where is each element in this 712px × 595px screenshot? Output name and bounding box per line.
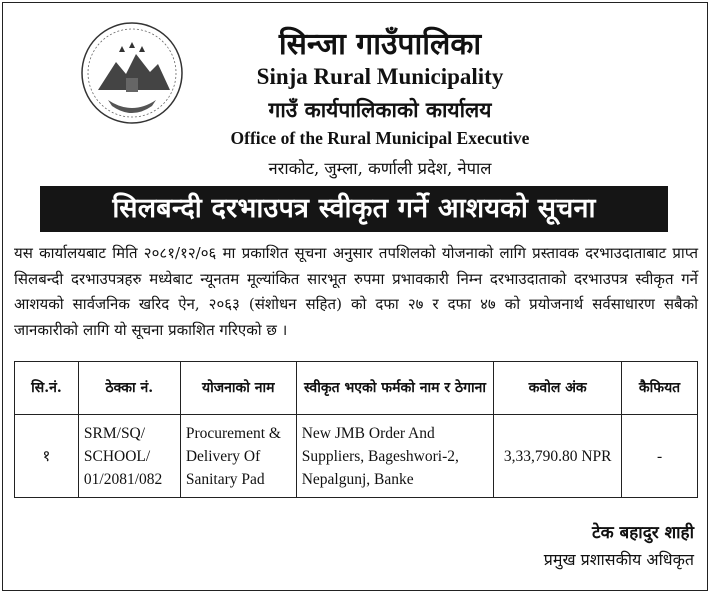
col-header-sn: सि.नं. (15, 362, 79, 415)
office-name-np: गाउँ कार्यपालिकाको कार्यालय (268, 97, 492, 122)
municipality-name-np: सिन्जा गाउँपालिका (278, 27, 482, 62)
cell-contract-no: SRM/SQ/ SCHOOL/ 01/2081/082 (78, 415, 180, 498)
col-header-contract-no: ठेक्का नं. (78, 362, 180, 415)
col-header-remarks: कैफियत (622, 362, 698, 415)
signatory-title: प्रमुख प्रशासकीय अधिकृत (543, 550, 694, 569)
office-name-en: Office of the Rural Municipal Executive (230, 128, 530, 148)
notice-title-banner: सिलबन्दी दरभाउपत्र स्वीकृत गर्ने आशयको सूचना (40, 186, 668, 232)
table-header-row (15, 362, 698, 415)
cell-remarks: - (622, 415, 698, 498)
cell-project: Procurement & Delivery Of Sanitary Pad (180, 415, 296, 498)
cell-firm: New JMB Order And Suppliers, Bageshwori-2, Nepalgunj, Banke (296, 415, 494, 498)
office-address: नराकोट, जुम्ला, कर्णाली प्रदेश, नेपाल (268, 159, 492, 178)
col-header-bid-amount: कवोल अंक (494, 362, 622, 415)
nepal-emblem-icon (78, 20, 186, 126)
award-table (14, 361, 698, 498)
col-header-project: योजनाको नाम (180, 362, 296, 415)
cell-bid-amount: 3,33,790.80 NPR (494, 415, 622, 498)
col-header-firm: स्वीकृत भएको फर्मको नाम र ठेगाना (296, 362, 494, 415)
cell-sn: १ (15, 415, 79, 498)
municipality-name-en: Sinja Rural Municipality (256, 64, 504, 89)
signatory-name: टेक बहादुर शाही (592, 523, 694, 543)
table-row (15, 415, 698, 498)
notice-body: यस कार्यालयबाट मिति २०८१/१२/०६ मा प्रकाशित सूचना अनुसार तपशिलको योजनाको लागि प्रस्तावक दरभाउदाताबाट प्राप्त सिलबन्दी दरभाउपत्रहरु मध्येबाट न्यूनतम मूल्यांकित सारभूत रुपमा प्रभावकारी निम्न दरभाउदाताको दरभाउपत्र स्वीकृत गर्ने आशयको सार्वजनिक खरिद ऐन, २०६३ (संशोधन सहित) को दफा २७ र दफा ४७ को प्रयोजनार्थ सर्वसाधारण सबैको जानकारीको लागि यो सूचना प्रकाशित गरिएको छ । (14, 244, 698, 339)
